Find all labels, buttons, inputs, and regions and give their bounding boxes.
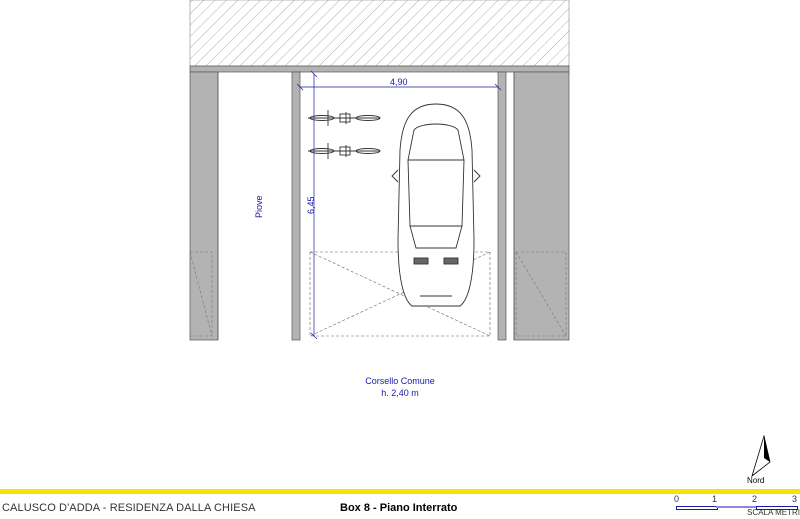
car-icon [392,104,480,306]
north-label: Nord [747,476,765,485]
sheet-title: Box 8 - Piano Interrato [340,502,458,514]
depth-dimension-text: 6,45 [306,196,316,214]
side-label: Piove [254,195,264,218]
right-wall-block [514,72,569,340]
scale-bar [672,494,800,519]
scale-segment [676,506,718,510]
scale-tick: 2 [752,494,758,504]
scale-tick: 0 [674,494,680,504]
scale-tick: 3 [792,494,798,504]
scale-tick: 1 [712,494,718,504]
width-dimension-text: 4,90 [390,77,408,87]
scale-label: SCALA METRI [747,508,800,517]
top-wall [190,66,569,72]
box-right-wall [498,72,506,340]
corridor-label: Corsello Comune [365,376,435,386]
bicycle-icon [308,143,380,159]
hatched-foundation [190,0,569,66]
project-title: CALUSCO D'ADDA - RESIDENZA DALLA CHIESA [2,502,256,514]
left-wall-block [190,72,218,340]
corridor-height-label: h. 2,40 m [381,388,419,398]
bicycle-icon [308,110,380,126]
box-left-wall [292,72,300,340]
